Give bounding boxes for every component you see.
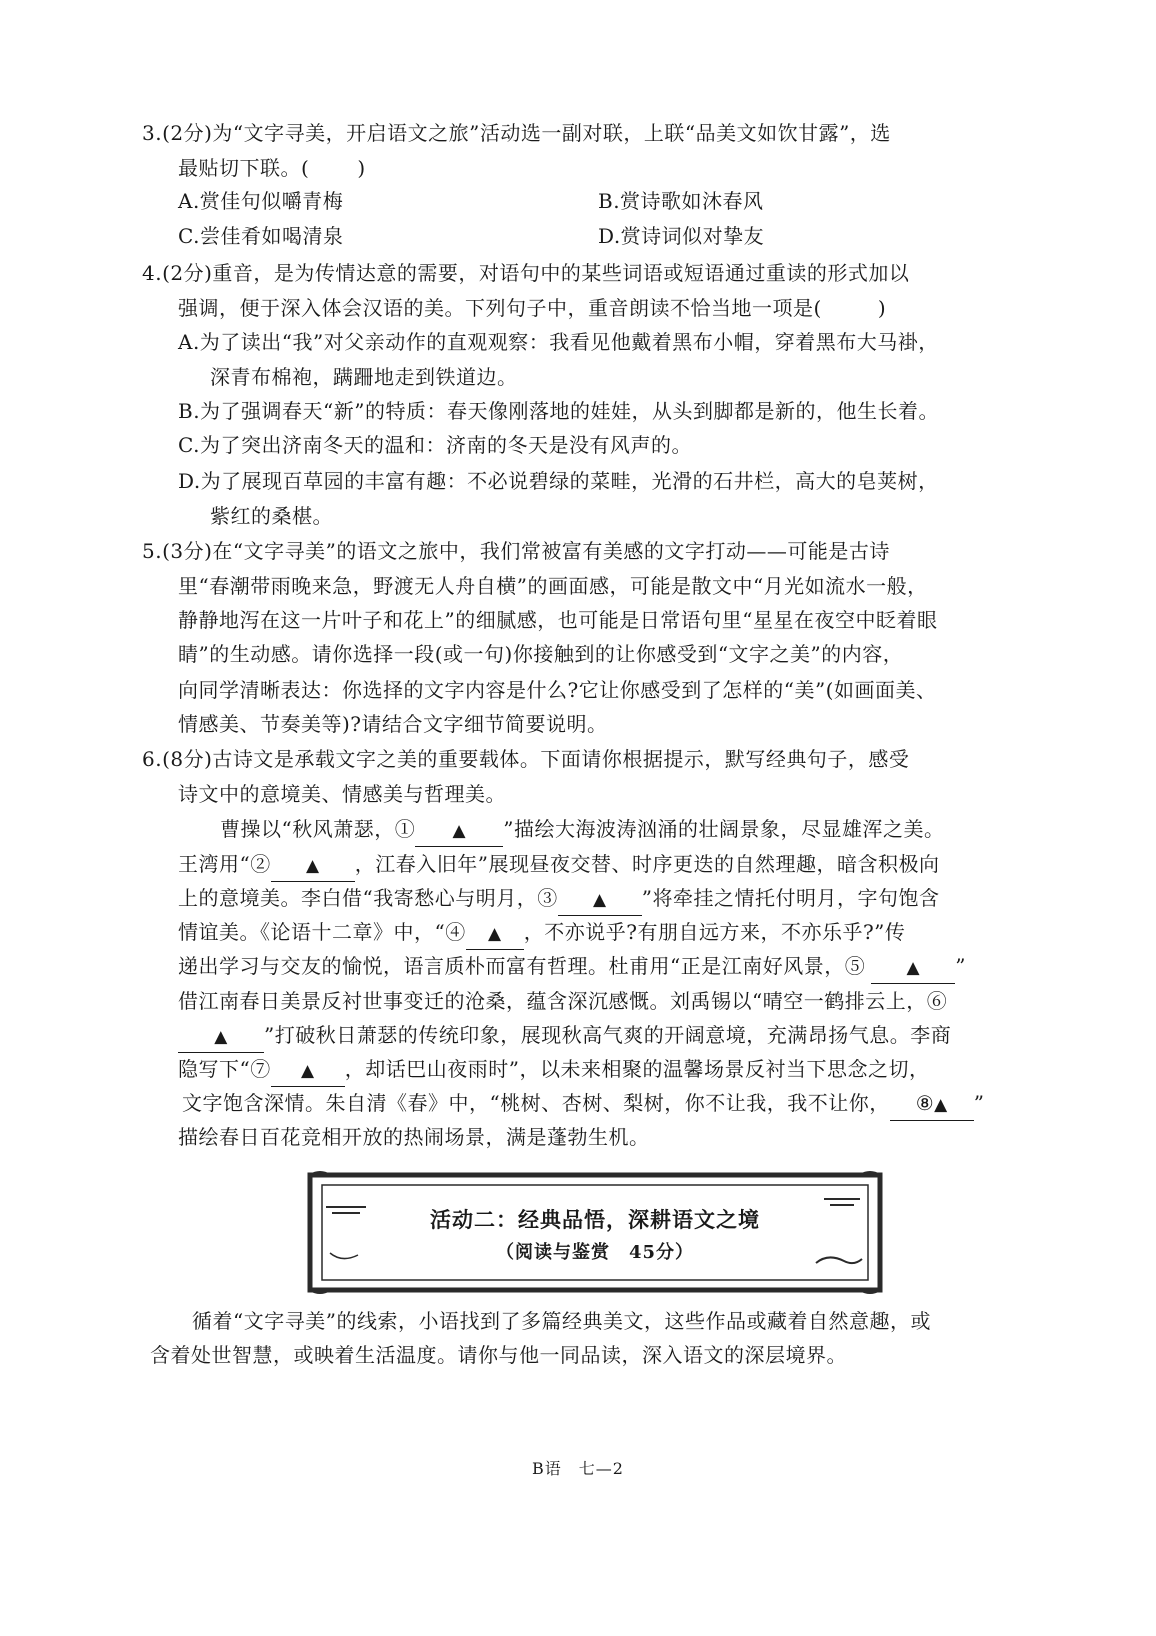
intro-line1: 循着“文字寻美”的线索，小语找到了多篇经典美文，这些作品或藏着自然意趣，或 [192, 1309, 931, 1333]
q4-option-a-line2: 深青布棉袍，蹒跚地走到铁道边。 [210, 365, 518, 389]
q3-stem-line2: 最贴切下联。( ) [178, 156, 366, 180]
blank-5[interactable]: ▲ [871, 951, 955, 984]
blank-8[interactable]: ⑧▲ [890, 1088, 974, 1121]
q6-stem-line2: 诗文中的意境美、情感美与哲理美。 [178, 782, 506, 806]
q6-passage-line8: 隐写下“⑦ ▲ ，却话巴山夜雨时”，以未来相聚的温馨场景反衬当下思念之切， [178, 1054, 929, 1087]
q6-passage-line7: ▲ ”打破秋日萧瑟的传统印象，展现秋高气爽的开阔意境，充满昂扬气息。李商 [178, 1020, 951, 1053]
q6-passage-line6: 借江南春日美景反衬世事变迁的沧桑，蕴含深沉感慨。刘禹锡以“晴空一鹤排云上，⑥ [178, 989, 948, 1013]
q4-option-d-line1: D.为了展现百草园的丰富有趣：不必说碧绿的菜畦，光滑的石井栏，高大的皂荚树， [178, 469, 939, 493]
blank-6[interactable]: ▲ [178, 1020, 264, 1053]
blank-3[interactable]: ▲ [558, 883, 642, 916]
q6-passage-line2: 王湾用“② ▲ ，江春入旧年”展现昼夜交替、时序更迭的自然理趣，暗含积极向 [178, 849, 939, 882]
blank-2[interactable]: ▲ [271, 849, 355, 882]
q4-option-a-line1: A.为了读出“我”对父亲动作的直观观察：我看见他戴着黑布小帽，穿着黑布大马褂， [178, 330, 939, 354]
banner-title: 活动二：经典品悟，深耕语文之境 [430, 1207, 760, 1232]
q6-passage-line3: 上的意境美。李白借“我寄愁心与明月，③ ▲ ”将牵挂之情托付明月，字句饱含 [178, 883, 939, 916]
q6-stem-line1: 6.(8分)古诗文是承载文字之美的重要载体。下面请你根据提示，默写经典句子，感受 [142, 747, 910, 771]
q3-option-b: B.赏诗歌如沐春风 [598, 189, 764, 213]
q3-option-c: C.尝佳肴如喝清泉 [178, 224, 344, 248]
q4-stem-line2: 强调，便于深入体会汉语的美。下列句子中，重音朗读不恰当地一项是( ) [178, 296, 887, 320]
q4-option-c: C.为了突出济南冬天的温和：济南的冬天是没有风声的。 [178, 433, 692, 457]
banner-subtitle: （阅读与鉴赏 45分） [495, 1242, 695, 1263]
q5-line1: 5.(3分)在“文字寻美”的语文之旅中，我们常被富有美感的文字打动——可能是古诗 [142, 539, 890, 563]
q5-line2: 里“春潮带雨晚来急，野渡无人舟自横”的画面感，可能是散文中“月光如流水一般， [178, 574, 928, 598]
q4-option-b: B.为了强调春天“新”的特质：春天像刚落地的娃娃，从头到脚都是新的，他生长着。 [178, 399, 940, 423]
blank-1[interactable]: ▲ [415, 814, 503, 847]
blank-7[interactable]: ▲ [271, 1054, 345, 1087]
q6-passage-line9: 文字饱含深情。朱自清《春》中，“桃树、杏树、梨树，你不让我，我不让你， ⑧▲ ” [182, 1088, 984, 1121]
q5-line6: 情感美、节奏美等)?请结合文字细节简要说明。 [178, 712, 608, 736]
q3-stem-line1: 3.(2分)为“文字寻美，开启语文之旅”活动选一副对联，上联“品美文如饮甘露”，选 [142, 121, 891, 145]
q6-passage-line5: 递出学习与交友的愉悦，语言质朴而富有哲理。杜甫用“正是江南好风景，⑤ ▲ ” [178, 951, 966, 984]
q3-option-d: D.赏诗词似对挚友 [598, 224, 765, 248]
q6-passage-line4: 情谊美。《论语十二章》中，“④ ▲ ，不亦说乎?有朋自远方来，不亦乐乎?”传 [178, 917, 905, 950]
section-banner [304, 1167, 886, 1298]
q5-line5: 向同学清晰表达：你选择的文字内容是什么?它让你感受到了怎样的“美”(如画面美、 [178, 678, 937, 702]
q6-passage-line1: 曹操以“秋风萧瑟，① ▲ ”描绘大海波涛汹涌的壮阔景象，尽显雄浑之美。 [220, 814, 944, 847]
q5-line3: 静静地泻在这一片叶子和花上”的细腻感，也可能是日常语句里“星星在夜空中眨着眼 [178, 608, 938, 632]
q4-option-d-line2: 紫红的桑椹。 [210, 504, 333, 528]
page-footer: B语 七—2 [532, 1459, 624, 1478]
q3-option-a: A.赏佳句似嚼青梅 [178, 189, 344, 213]
blank-4[interactable]: ▲ [466, 917, 524, 950]
q6-passage-line10: 描绘春日百花竞相开放的热闹场景，满是蓬勃生机。 [178, 1125, 650, 1149]
intro-line2: 含着处世智慧，或映着生活温度。请你与他一同品读，深入语文的深层境界。 [150, 1343, 847, 1367]
q4-stem-line1: 4.(2分)重音，是为传情达意的需要，对语句中的某些词语或短语通过重读的形式加以 [142, 261, 910, 285]
q5-line4: 睛”的生动感。请你选择一段(或一句)你接触到的让你感受到“文字之美”的内容， [178, 642, 904, 666]
